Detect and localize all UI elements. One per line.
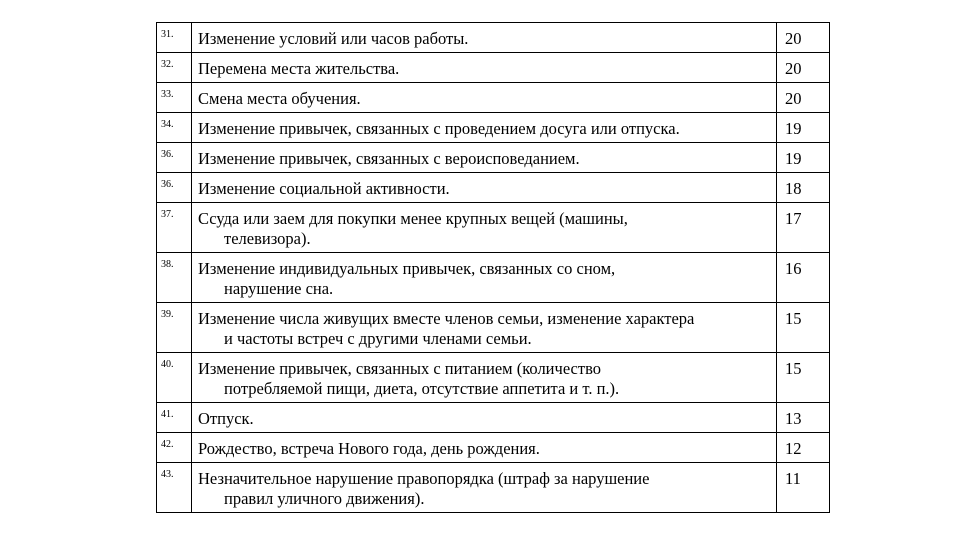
row-description bbox=[192, 253, 777, 303]
row-number: 31. bbox=[157, 23, 192, 53]
row-description-text: Рождество, встреча Нового года, день рождения. bbox=[198, 439, 540, 458]
row-description-text: Перемена места жительства. bbox=[198, 59, 400, 78]
row-score: 13 bbox=[777, 403, 830, 433]
row-description-text: Изменение индивидуальных привычек, связанных со сном, bbox=[198, 259, 616, 278]
row-description-text: Изменение условий или часов работы. bbox=[198, 29, 469, 48]
row-description bbox=[192, 463, 777, 513]
row-score: 15 bbox=[777, 353, 830, 403]
row-number: 39. bbox=[157, 303, 192, 353]
row-description-continuation: и частоты встреч с другими членами семьи. bbox=[224, 329, 532, 348]
row-number: 38. bbox=[157, 253, 192, 303]
row-number: 33. bbox=[157, 83, 192, 113]
row-number: 42. bbox=[157, 433, 192, 463]
row-score: 19 bbox=[777, 143, 830, 173]
table-row bbox=[157, 53, 830, 83]
row-score: 20 bbox=[777, 83, 830, 113]
row-description-text: Отпуск. bbox=[198, 409, 254, 428]
table-row bbox=[157, 463, 830, 513]
table-row bbox=[157, 433, 830, 463]
table-row bbox=[157, 23, 830, 53]
row-score: 12 bbox=[777, 433, 830, 463]
table-row bbox=[157, 353, 830, 403]
row-description-continuation: телевизора). bbox=[224, 229, 311, 248]
row-score: 16 bbox=[777, 253, 830, 303]
row-number: 34. bbox=[157, 113, 192, 143]
table-row bbox=[157, 303, 830, 353]
row-description bbox=[192, 433, 777, 463]
table-row bbox=[157, 253, 830, 303]
events-table-body bbox=[157, 23, 830, 513]
row-number: 43. bbox=[157, 463, 192, 513]
row-score: 20 bbox=[777, 53, 830, 83]
table-row bbox=[157, 143, 830, 173]
row-description bbox=[192, 23, 777, 53]
row-description bbox=[192, 173, 777, 203]
row-description bbox=[192, 143, 777, 173]
row-number: 32. bbox=[157, 53, 192, 83]
table-row bbox=[157, 83, 830, 113]
row-description-text: Изменение привычек, связанных с проведением досуга или отпуска. bbox=[198, 119, 680, 138]
row-description bbox=[192, 53, 777, 83]
row-score: 15 bbox=[777, 303, 830, 353]
row-number: 41. bbox=[157, 403, 192, 433]
row-description bbox=[192, 303, 777, 353]
row-description-text: Ссуда или заем для покупки менее крупных вещей (машины, bbox=[198, 209, 628, 228]
row-description-continuation: правил уличного движения). bbox=[224, 489, 425, 508]
row-description-text: Изменение привычек, связанных с питанием (количество bbox=[198, 359, 602, 378]
row-description bbox=[192, 353, 777, 403]
row-description-text: Изменение числа живущих вместе членов семьи, изменение характера bbox=[198, 309, 695, 328]
row-number: 37. bbox=[157, 203, 192, 253]
row-description-continuation: потребляемой пищи, диета, отсутствие аппетита и т. п.). bbox=[224, 379, 620, 398]
row-description bbox=[192, 83, 777, 113]
row-description-text: Смена места обучения. bbox=[198, 89, 361, 108]
row-score: 18 bbox=[777, 173, 830, 203]
row-description-text: Изменение привычек, связанных с вероисповеданием. bbox=[198, 149, 580, 168]
table-row bbox=[157, 173, 830, 203]
row-score: 20 bbox=[777, 23, 830, 53]
table-row bbox=[157, 403, 830, 433]
row-description bbox=[192, 403, 777, 433]
row-number: 36. bbox=[157, 143, 192, 173]
row-description bbox=[192, 113, 777, 143]
row-description-text: Изменение социальной активности. bbox=[198, 179, 450, 198]
row-score: 19 bbox=[777, 113, 830, 143]
row-number: 36. bbox=[157, 173, 192, 203]
row-description-continuation: нарушение сна. bbox=[224, 279, 334, 298]
events-table bbox=[156, 22, 830, 513]
row-number: 40. bbox=[157, 353, 192, 403]
row-score: 17 bbox=[777, 203, 830, 253]
row-score: 11 bbox=[777, 463, 830, 513]
row-description bbox=[192, 203, 777, 253]
table-row bbox=[157, 203, 830, 253]
table-row bbox=[157, 113, 830, 143]
row-description-text: Незначительное нарушение правопорядка (штраф за нарушение bbox=[198, 469, 650, 488]
